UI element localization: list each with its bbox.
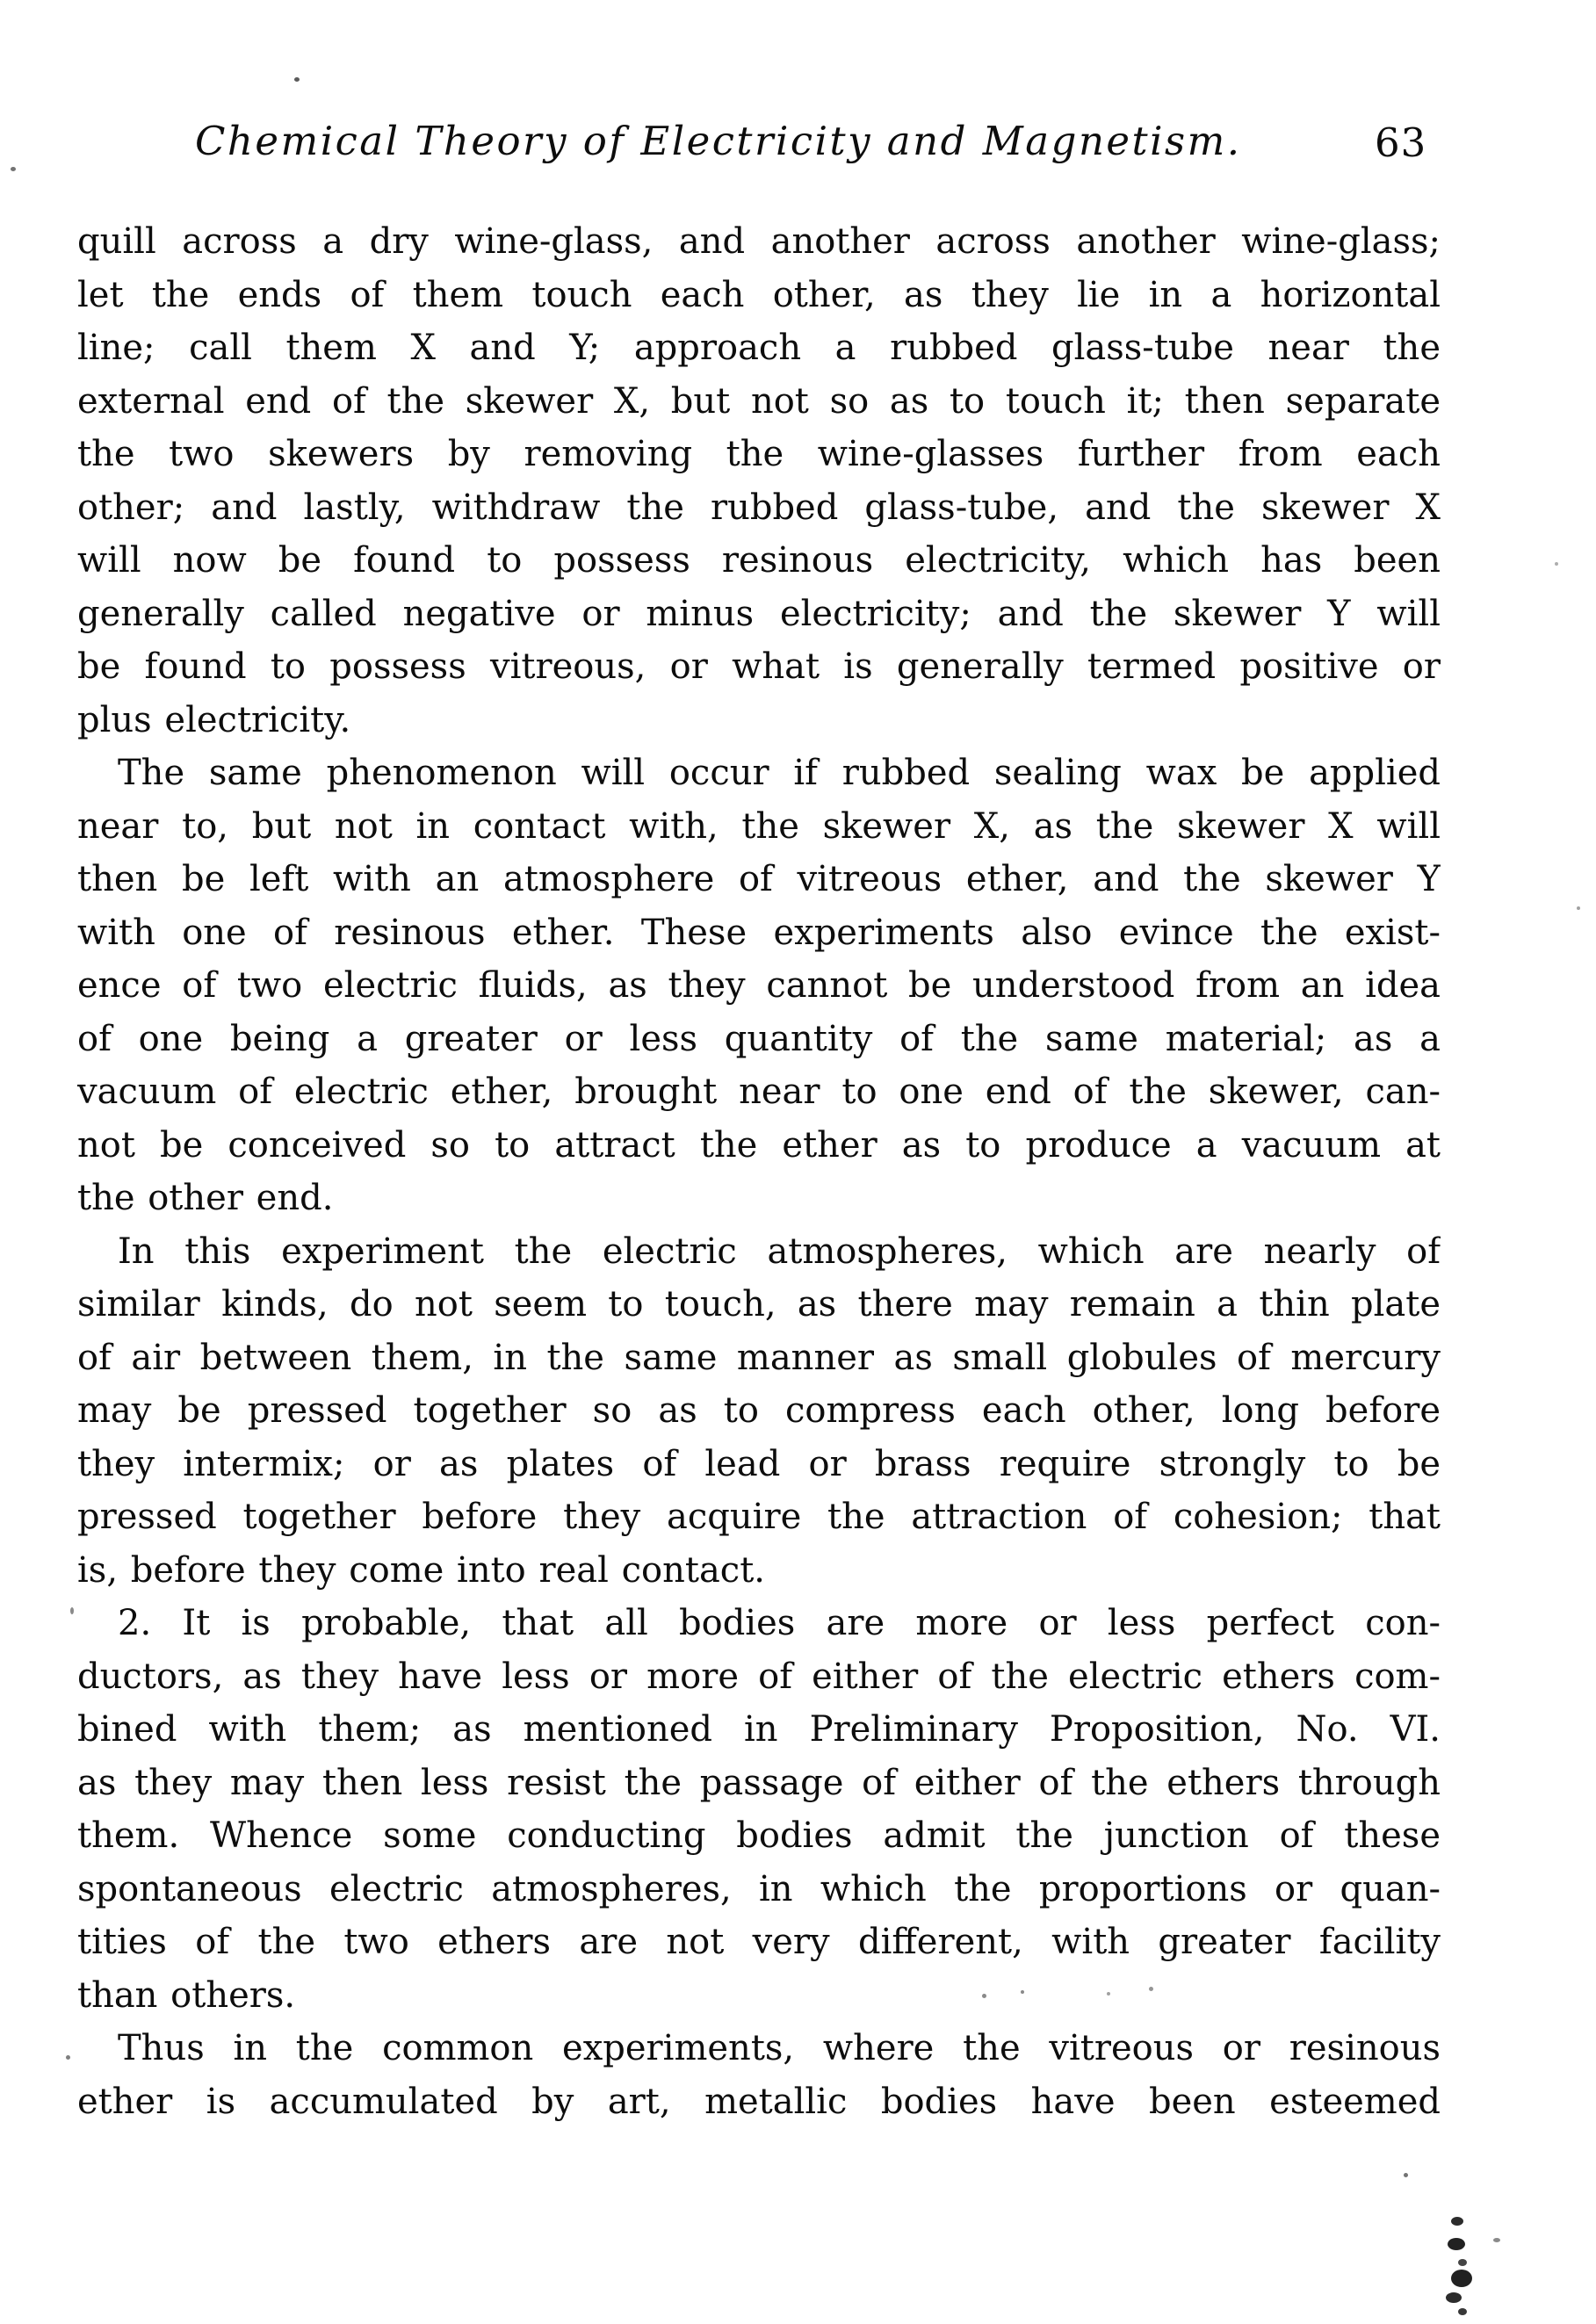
text-line: then be left with an atmosphere of vitreous ether, and the skewer Y: [77, 859, 1441, 899]
text-line: them. Whence some conducting bodies admit the junction of these: [77, 1815, 1441, 1856]
text-line: other; and lastly, withdraw the rubbed glass-tube, and the skewer X: [77, 487, 1441, 528]
ink-artifact: [1493, 2238, 1500, 2242]
text-line: is, before they come into real contact.: [77, 1549, 765, 1591]
text-line: the other end.: [77, 1178, 334, 1218]
text-line: with one of resinous ether. These experiments also evince the exist-: [77, 912, 1441, 953]
text-line: line; call them X and Y; approach a rubbed glass-tube near the: [77, 328, 1441, 368]
text-line: tities of the two ethers are not very different, with greater facility: [77, 1922, 1441, 1962]
text-line: spontaneous electric atmospheres, in which the proportions or quan-: [77, 1868, 1441, 1909]
text-line: than others.: [77, 1974, 296, 2016]
text-line: vacuum of electric ether, brought near to one end of the skewer, can-: [77, 1072, 1441, 1112]
text-line: The same phenomenon will occur if rubbed sealing wax be applied: [118, 753, 1441, 793]
ink-artifact: [66, 2055, 70, 2060]
text-line: be found to possess vitreous, or what is generally termed positive or: [77, 646, 1441, 687]
ink-artifact: [11, 167, 16, 171]
text-line: external end of the skewer X, but not so as to touch it; then separate: [77, 380, 1441, 422]
ink-artifact: [1404, 2173, 1408, 2177]
text-line: ductors, as they have less or more of either of the electric ethers com-: [77, 1656, 1441, 1697]
text-line: similar kinds, do not seem to touch, as there may remain a thin plate: [77, 1284, 1441, 1324]
text-line: of air between them, in the same manner as small globules of mercury: [77, 1337, 1441, 1378]
text-line: bined with them; as mentioned in Preliminary Proposition, No. VI.: [77, 1709, 1441, 1750]
text-line: pressed together before they acquire the attraction of cohesion; that: [77, 1497, 1441, 1537]
text-line: ence of two electric fluids, as they cannot be understood from an idea: [77, 965, 1441, 1006]
text-line: will now be found to possess resinous electricity, which has been: [77, 540, 1441, 581]
text-line: not be conceived so to attract the ether as to produce a vacuum at: [77, 1124, 1441, 1166]
ink-artifact: [1458, 2308, 1467, 2315]
running-head-title: Chemical Theory of Electricity and Magnetism.: [195, 118, 1242, 164]
text-line: quill across a dry wine-glass, and another across another wine-glass;: [77, 221, 1441, 262]
text-line: ether is accumulated by art, metallic bodies have been esteemed: [77, 2081, 1441, 2122]
ink-artifact: [1577, 906, 1580, 910]
text-line: near to, but not in contact with, the skewer X, as the skewer X will: [77, 805, 1441, 847]
ink-artifact: [1458, 2259, 1467, 2266]
ink-artifact: [1448, 2238, 1465, 2250]
ink-artifact: [1555, 562, 1558, 566]
ink-artifact: [70, 1607, 74, 1614]
ink-artifact: [1451, 2270, 1472, 2287]
ink-artifact: [1021, 1990, 1024, 1994]
text-line: the two skewers by removing the wine-glasses further from each: [77, 434, 1441, 474]
body-text-block: [77, 215, 1441, 2128]
text-line: In this experiment the electric atmospheres, which are nearly of: [118, 1231, 1441, 1272]
ink-artifact: [982, 1994, 986, 1998]
ink-artifact: [294, 77, 300, 82]
ink-artifact: [1446, 2292, 1462, 2303]
text-line: let the ends of them touch each other, as they lie in a horizontal: [77, 274, 1441, 315]
text-line: 2. It is probable, that all bodies are more or less perfect con-: [118, 1603, 1441, 1643]
text-line: they intermix; or as plates of lead or brass require strongly to be: [77, 1443, 1441, 1484]
ink-artifact: [1149, 1987, 1153, 1991]
ink-artifact: [1451, 2217, 1463, 2226]
text-line: of one being a greater or less quantity of the same material; as a: [77, 1018, 1441, 1059]
text-line: as they may then less resist the passage of either of the ethers through: [77, 1762, 1441, 1803]
text-line: Thus in the common experiments, where the vitreous or resinous: [118, 2028, 1441, 2068]
page-number: 63: [1375, 119, 1427, 166]
ink-artifact: [1107, 1992, 1110, 1996]
text-line: generally called negative or minus electricity; and the skewer Y will: [77, 593, 1441, 634]
text-line: plus electricity.: [77, 699, 351, 740]
text-line: may be pressed together so as to compress each other, long before: [77, 1390, 1441, 1431]
